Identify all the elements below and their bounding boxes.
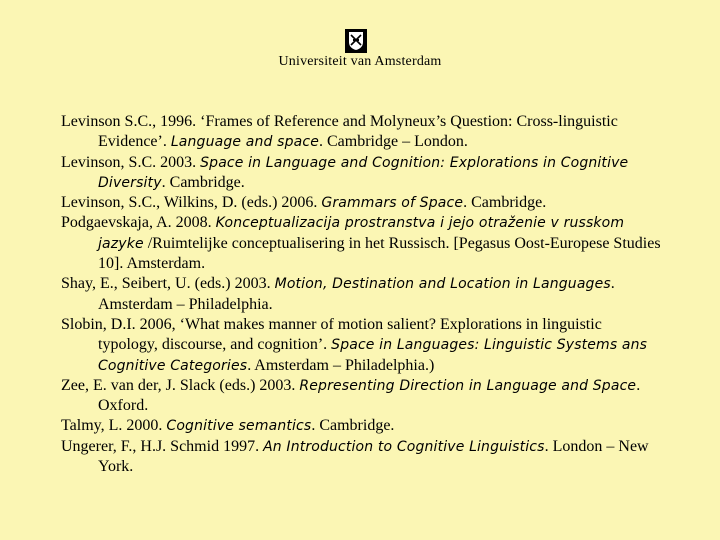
reference-text: . Amsterdam – Philadelphia. xyxy=(98,275,615,313)
reference-item xyxy=(61,112,661,153)
reference-item xyxy=(61,193,661,213)
reference-text: Levinson, S.C. 2003. xyxy=(61,153,201,171)
reference-title: Representing Direction in Language and Space xyxy=(299,377,637,394)
reference-title: Space in Language and Cognition: Explorations in Cognitive Diversity xyxy=(98,154,629,191)
reference-text: /Ruimtelijke conceptualisering in het Russisch. [Pegasus Oost-Europese Studies 10]. Amsterdam. xyxy=(98,234,661,273)
reference-text: Levinson, S.C., Wilkins, D. (eds.) 2006. xyxy=(61,194,322,212)
reference-title: Konceptualizacija prostranstva i jejo otraženie v russkom jazyke xyxy=(98,215,625,252)
reference-item xyxy=(61,213,661,274)
reference-title: Motion, Destination and Location in Languages xyxy=(274,276,611,293)
reference-text: . Oxford. xyxy=(98,376,641,415)
reference-item xyxy=(61,416,661,436)
reference-title: An Introduction to Cognitive Linguistics xyxy=(263,438,545,455)
reference-item xyxy=(61,153,661,194)
reference-title: Space in Languages: Linguistic Systems ans Cognitive Categories xyxy=(98,337,648,374)
reference-text: . Cambridge. xyxy=(311,417,395,435)
reference-item xyxy=(61,437,661,478)
institution-name: Universiteit van Amsterdam xyxy=(278,54,442,69)
reference-text: Podgaevskaja, A. 2008. xyxy=(61,214,216,232)
reference-text: Zee, E. van der, J. Slack (eds.) 2003. xyxy=(61,376,300,394)
reference-text: . Cambridge. xyxy=(161,173,245,191)
reference-title: Language and space xyxy=(170,134,319,151)
reference-text: . Amsterdam – Philadelphia.) xyxy=(247,356,435,374)
reference-text: Talmy, L. 2000. xyxy=(61,417,167,435)
reference-title: Cognitive semantics xyxy=(166,418,312,435)
reference-text: Levinson S.C., 1996. ‘Frames of Reference and Molyneux’s Question: Cross-linguistic Evidence’. xyxy=(61,113,618,151)
reference-text: . Cambridge – London. xyxy=(318,133,468,151)
reference-title: Grammars of Space xyxy=(321,195,464,212)
reference-text: . London – New York. xyxy=(98,437,649,476)
reference-item xyxy=(61,315,661,376)
reference-text: Shay, E., Seibert, U. (eds.) 2003. xyxy=(61,275,275,293)
university-crest-icon xyxy=(345,29,367,53)
reference-item xyxy=(61,274,661,315)
reference-list xyxy=(61,112,661,477)
reference-text: Ungerer, F., H.J. Schmid 1997. xyxy=(61,437,264,455)
reference-text: . Cambridge. xyxy=(463,194,547,212)
reference-item xyxy=(61,376,661,417)
reference-text: Slobin, D.I. 2006, ‘What makes manner of motion salient? Explorations in linguistic typology, discourse, and cognition’. xyxy=(61,315,602,354)
